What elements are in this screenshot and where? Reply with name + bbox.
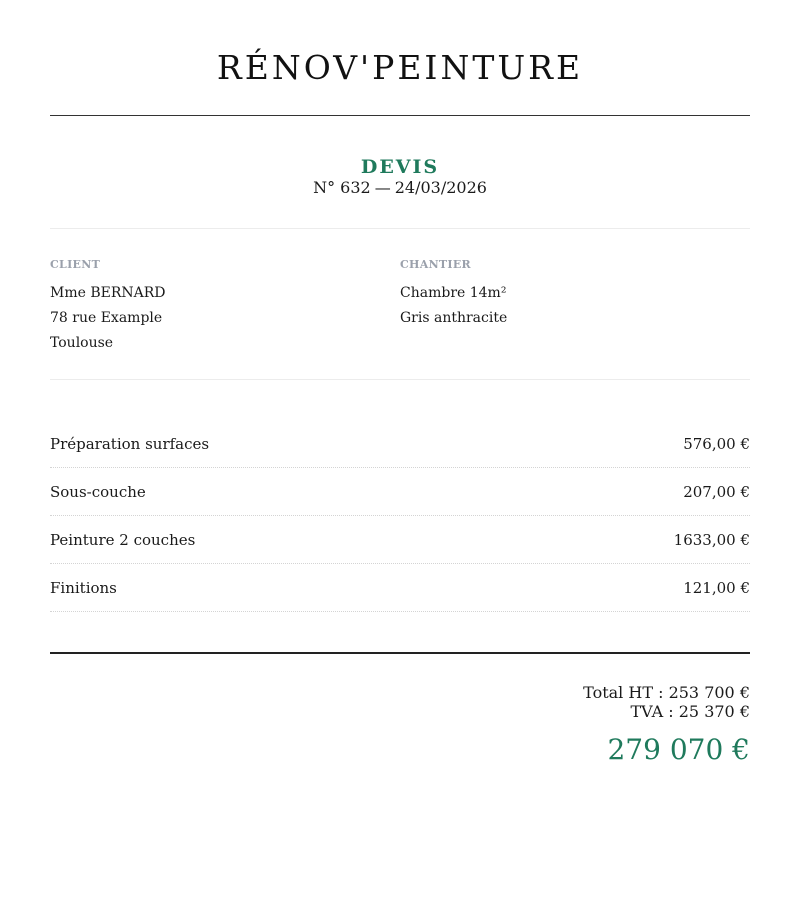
item-label: Préparation surfaces [50,434,210,453]
line-item [50,564,750,612]
item-amount: 121,00 € [683,578,750,597]
total-ht: Total HT : 253 700 € [583,683,750,702]
document-type: DEVIS [360,156,440,178]
item-label: Peinture 2 couches [50,530,196,549]
line-item [50,420,750,468]
client-city: Toulouse [50,335,114,351]
item-amount: 1633,00 € [673,530,750,549]
line-item [50,468,750,516]
site-color: Gris anthracite [400,310,508,326]
reference-separator: — [374,178,391,197]
client-block [50,258,400,356]
line-item [50,516,750,564]
site-room: Chambre 14m² [400,285,507,301]
document-number: N° 632 [313,178,371,197]
totals-block [50,683,750,767]
client-label: CLIENT [50,258,101,271]
item-amount: 576,00 € [683,434,750,453]
quote-document [50,0,750,767]
document-date: 24/03/2026 [394,178,487,197]
client-name: Mme BERNARD [50,285,166,301]
document-reference [50,178,750,198]
site-label: CHANTIER [400,258,471,271]
grand-total: 279 070 € [607,733,750,766]
company-name: RÉNOV'PEINTURE [216,48,584,87]
section-divider [50,228,750,229]
document-header [50,156,750,198]
total-tva: TVA : 25 370 € [630,702,750,721]
line-items [50,420,750,612]
item-label: Sous-couche [50,482,146,501]
site-block [400,258,750,356]
item-amount: 207,00 € [683,482,750,501]
item-label: Finitions [50,578,117,597]
parties-section [50,258,750,356]
client-address: 78 rue Example [50,310,163,326]
totals-divider [50,652,750,654]
header-divider [50,115,750,116]
section-divider [50,379,750,380]
